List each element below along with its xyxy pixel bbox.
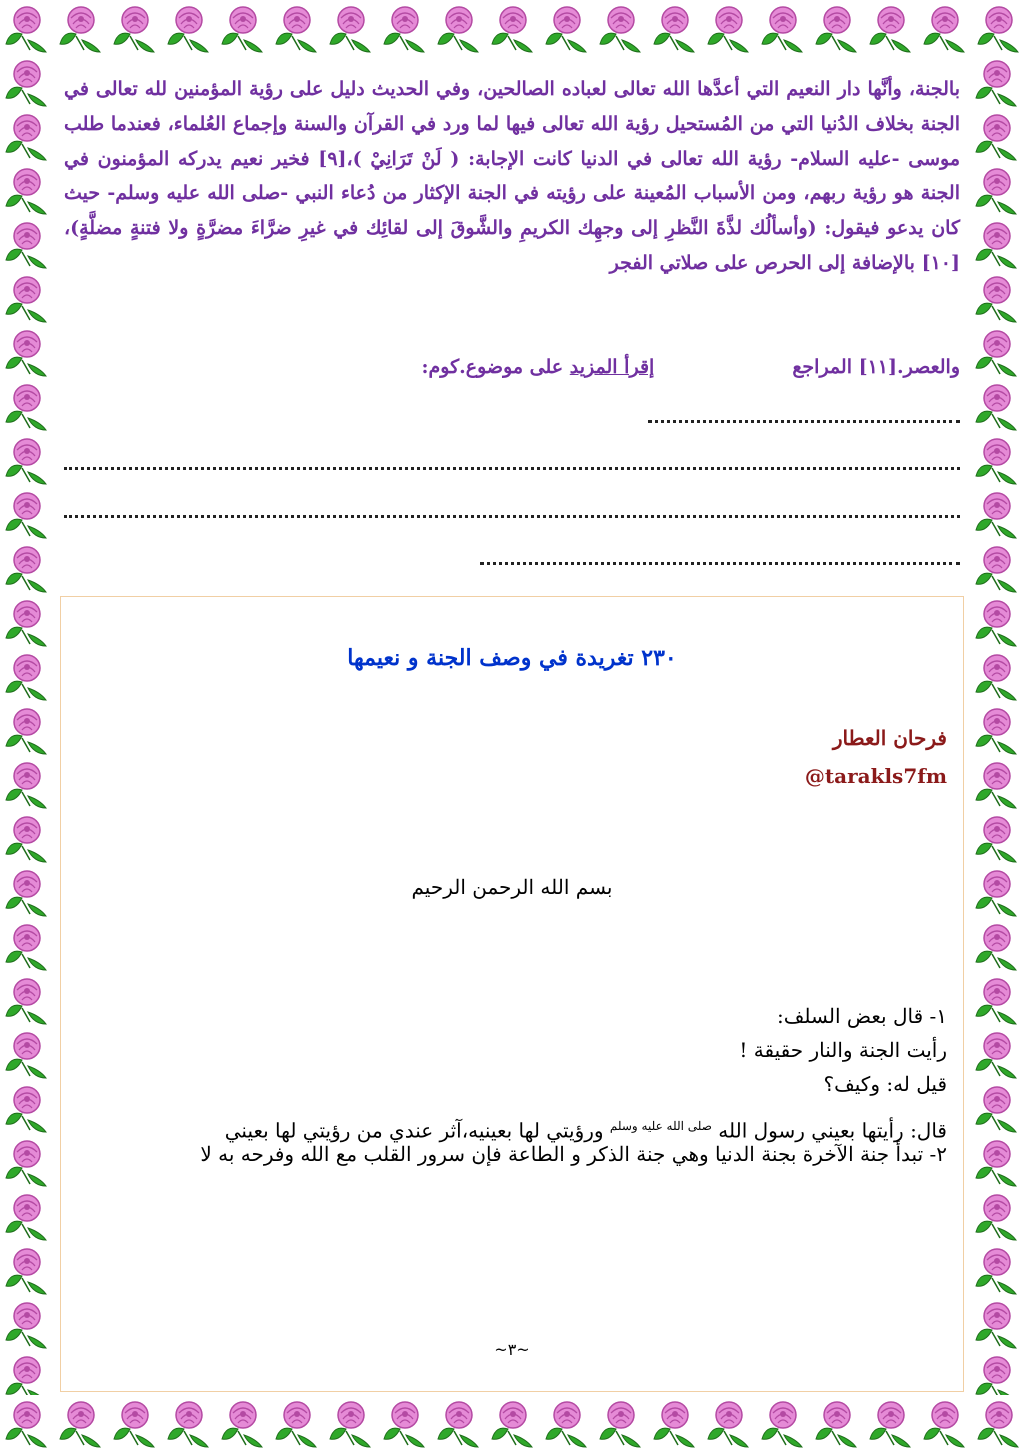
author-block — [805, 719, 947, 795]
tweet-1-line-1: ١- قال بعض السلف: — [776, 1004, 947, 1028]
box-title: ٢٣٠ تغريدة في وصف الجنة و نعيمها — [347, 645, 677, 671]
rose-border-right — [970, 54, 1024, 1395]
dotted-line — [64, 467, 960, 470]
tweet-1 — [77, 999, 947, 1148]
references-line — [422, 356, 960, 378]
read-more-rest: على موضوع.كوم: — [421, 356, 570, 378]
tweet-1-line-4-b: ورؤيتي لها بعينيه،آثر عندي من رؤيتي لها بعيني — [224, 1118, 610, 1143]
dotted-line — [480, 562, 960, 565]
tweets-box — [60, 596, 964, 1392]
page-number: ~٣~ — [494, 1340, 530, 1359]
author-name: فرحان العطار — [832, 726, 947, 750]
dotted-line — [648, 420, 960, 423]
article-paragraph: بالجنة، وأنَّها دار النعيم التي أعدَّها الله تعالى لعباده الصالحين، وفي الحديث دليل على رؤية المؤمنين لله تعالى في الجنة بخلاف الدُنيا التي من المُستحيل رؤية الله تعالى فيها لما ورد في القرآن والسنة وإجماع العُلماء، فعندما طلب موسى -عليه السلام- رؤية الله تعالى في الدنيا كانت الإجابة: ( لَنْ تَرَانِيْ )،[٩] فخير نعيم يدركه المؤمنون في الجنة هو رؤية ربهم، ومن الأسباب المُعينة على رؤيته في الجنة الإكثار من دُعاء النبي -صلى الله عليه وسلم- حيث كان يدعو فيقول: (وأسألُك لذَّةَ النَّظرِ إلى وجهِك الكريمِ والشَّوقَ إلى لقائِك في غيرِ ضرَّاءَ مضرَّةٍ ولا فتنةٍ مضلَّةٍ)،[١٠] بالإضافة إلى الحرص على صلاتي الفجر — [64, 78, 960, 274]
dotted-line — [64, 515, 960, 518]
page-content — [60, 60, 964, 1390]
author-handle[interactable]: @tarakls7fm — [804, 764, 947, 788]
salawat-mark: صلى الله عليه وسلم — [609, 1119, 712, 1133]
read-more-link[interactable]: إقرأ المزيد — [569, 356, 655, 378]
tweet-1-line-4-a: قال: رأيتها بعيني رسول الله — [711, 1118, 947, 1143]
tweet-1-line-2: رأيت الجنة والنار حقيقة ! — [739, 1038, 947, 1062]
tweet-1-line-3: قيل له: وكيف؟ — [823, 1072, 947, 1096]
rose-border-top — [0, 0, 1024, 54]
rose-border-bottom — [0, 1395, 1024, 1449]
rose-border-left — [0, 54, 54, 1395]
references-label: والعصر.[١١] المراجع — [792, 356, 960, 378]
basmala: بسم الله الرحمن الرحيم — [411, 875, 613, 899]
tweet-2: ٢- تبدأ جنة الآخرة بجنة الدنيا وهي جنة الذكر و الطاعة فإن سرور القلب مع الله وفرحه به لا — [200, 1142, 947, 1166]
